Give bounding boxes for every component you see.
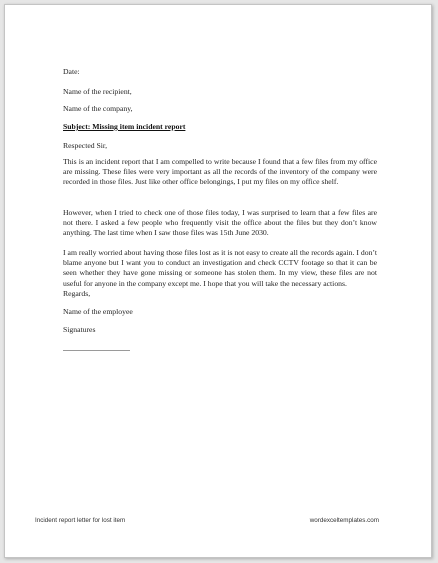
recipient-name: Name of the recipient,: [63, 87, 132, 96]
signatures-label: Signatures: [63, 325, 96, 334]
paragraph-3: I am really worried about having those files lost as it is not easy to create all the records again. I don’t blame anyone but I want you to conduct an investigation and check CCTV footage so that it can be seen whether they have gone missing or someone has stolen them. In my view, these files are not useful for anyone in the company except me. I hope that you will take the necessary actions.: [63, 248, 377, 288]
footer-left: Incident report letter for lost item: [35, 517, 126, 524]
subject-line: Subject: Missing item incident report: [63, 122, 186, 131]
date-label: Date:: [63, 67, 80, 76]
closing: Regards,: [63, 289, 91, 298]
document-page: [4, 4, 432, 558]
footer-right: wordexceltemplates.com: [309, 517, 379, 524]
signature-line: [63, 350, 130, 351]
salutation: Respected Sir,: [63, 141, 108, 150]
paragraph-2: However, when I tried to check one of those files today, I was surprised to learn that a few files are not there. I asked a few people who frequently visit the office about the files but they don’t know anything. The last time when I saw those files was 15th June 2030.: [63, 208, 377, 238]
paragraph-1: This is an incident report that I am compelled to write because I found that a few files from my office are missing. These files were very important as all the records of the inventory of the company were recorded in those files. Just like other office belongings, I put my files on my office shelf.: [63, 157, 377, 187]
employee-name: Name of the employee: [63, 307, 133, 316]
company-name: Name of the company,: [63, 104, 133, 113]
